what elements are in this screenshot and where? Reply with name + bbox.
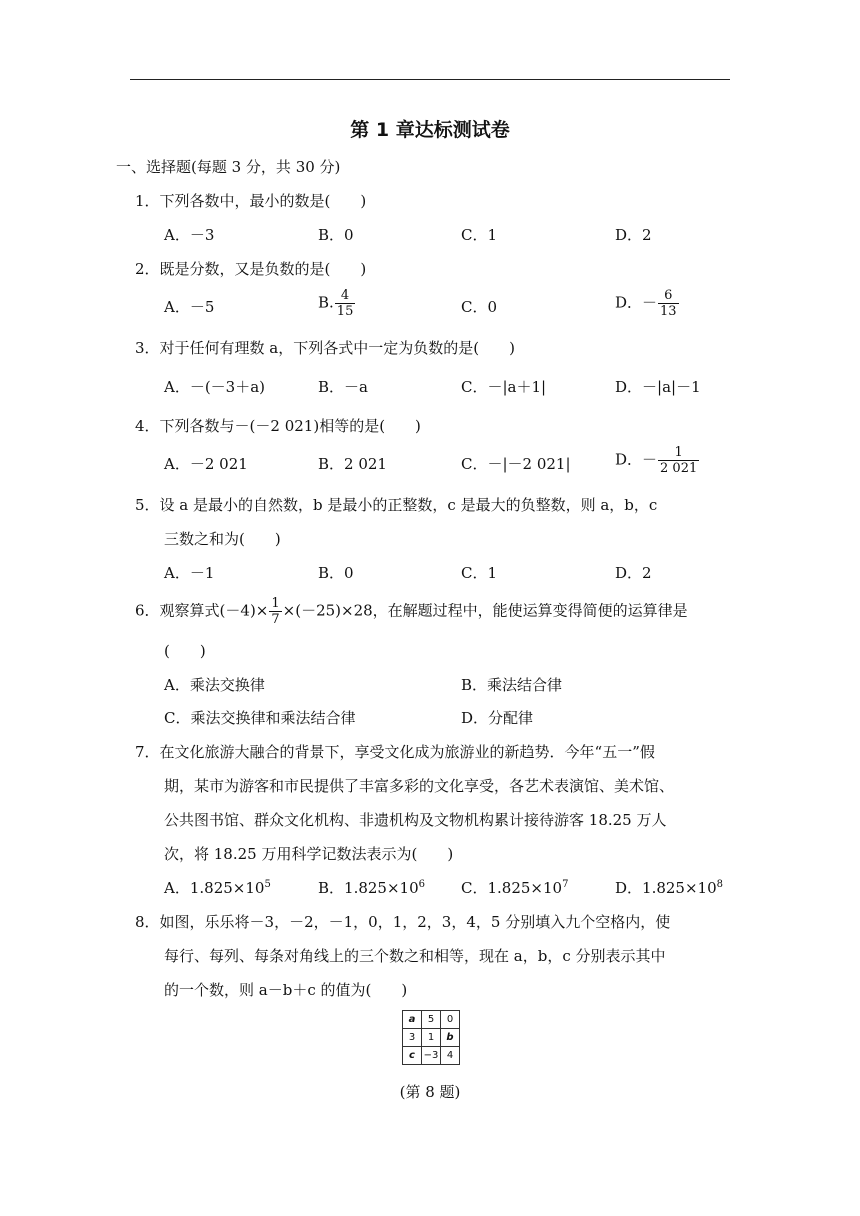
q7-option-c: C．$1.825\times 10^7$ <box>461 879 569 897</box>
q2-option-c: C．0 <box>461 298 498 316</box>
grid-cell: 4 <box>441 1047 460 1065</box>
question-5-stem-line-2: 三数之和为( ) <box>164 530 281 548</box>
question-7-stem-line-4: 次，将 18.25 万用科学记数法表示为( ) <box>164 845 454 863</box>
grid-row <box>403 1047 460 1065</box>
question-7-stem-line-2: 期，某市为游客和市民提供了丰富多彩的文化享受，各艺术表演馆、美术馆、 <box>164 777 675 795</box>
q4-option-d: D．－ $\frac{1}{2 021}$ <box>615 445 698 476</box>
question-8-stem-line-1: 8．如图，乐乐将－3，－2，－1，0，1，2，3，4，5 分别填入九个空格内，使 <box>135 913 671 931</box>
header-rule <box>130 79 730 80</box>
question-7-stem-line-1: 7．在文化旅游大融合的背景下，享受文化成为旅游业的新趋势．今年“五一”假 <box>135 743 655 761</box>
q4-option-a: A．－2 021 <box>164 455 248 473</box>
q7-option-d: D．$1.825\times 10^8$ <box>615 879 723 897</box>
question-8-stem-line-3: 的一个数，则 a－b＋c 的值为( ) <box>164 981 408 999</box>
grid-row <box>403 1029 460 1047</box>
q6-option-d: D．分配律 <box>461 709 534 727</box>
question-6-stem-line-2: ( ) <box>164 642 206 660</box>
question-4-stem: 4．下列各数与－(－2 021)相等的是( ) <box>135 417 421 435</box>
grid-row <box>403 1011 460 1029</box>
magic-square-grid <box>402 1010 460 1065</box>
grid-cell: a <box>403 1011 422 1029</box>
grid-cell: c <box>403 1047 422 1065</box>
grid-cell: −3 <box>422 1047 441 1065</box>
q2-option-b: B. $\frac{4}{15}$ <box>318 288 354 319</box>
question-2-stem: 2．既是分数，又是负数的是( ) <box>135 260 367 278</box>
grid-cell: 5 <box>422 1011 441 1029</box>
q3-option-b: B．－a <box>318 378 368 396</box>
q6-option-c: C．乘法交换律和乘法结合律 <box>164 709 356 727</box>
question-3-stem: 3．对于任何有理数 a，下列各式中一定为负数的是( ) <box>135 339 515 357</box>
grid-cell: 1 <box>422 1029 441 1047</box>
q3-option-c: C．－|a＋1| <box>461 378 547 396</box>
q4-option-b: B．2 021 <box>318 455 387 473</box>
question-5-stem-line-1: 5．设 a 是最小的自然数，b 是最小的正整数，c 是最大的负整数，则 a，b，c <box>135 496 658 514</box>
q2-option-d: D．－ $\frac{6}{13}$ <box>615 288 677 319</box>
question-8-stem-line-2: 每行、每列、每条对角线上的三个数之和相等，现在 a，b，c 分别表示其中 <box>164 947 666 965</box>
q1-option-a: A．－3 <box>164 226 215 244</box>
question-6-stem-line-1: 6．观察算式(－4)× $\frac{1}{7}$ ×(－25)×28，在解题过程中，能使运算变得简便的运算律是 <box>135 596 688 627</box>
q5-option-d: D．2 <box>615 564 652 582</box>
grid-cell: 0 <box>441 1011 460 1029</box>
question-7-stem-line-3: 公共图书馆、群众文化机构、非遗机构及文物机构累计接待游客 18.25 万人 <box>164 811 667 829</box>
q7-option-b: B．$1.825\times 10^6$ <box>318 879 425 897</box>
q6-option-b: B．乘法结合律 <box>461 676 563 694</box>
q3-option-d: D．－|a|－1 <box>615 378 701 396</box>
q6-stem-fraction: $\frac{1}{7}$ <box>271 596 280 627</box>
q2-option-b-fraction: $\frac{4}{15}$ <box>336 288 354 319</box>
q5-option-a: A．－1 <box>164 564 215 582</box>
q4-option-c: C．－|－2 021| <box>461 455 571 473</box>
q1-option-b: B．0 <box>318 226 354 244</box>
q1-option-d: D．2 <box>615 226 652 244</box>
question-1-stem: 1．下列各数中，最小的数是( ) <box>135 192 367 210</box>
q4-option-d-fraction: $\frac{1}{2 021}$ <box>660 445 698 476</box>
q5-option-b: B．0 <box>318 564 354 582</box>
q5-option-c: C．1 <box>461 564 498 582</box>
section-heading: 一、选择题(每题 3 分，共 30 分) <box>116 158 341 176</box>
q3-option-a: A．－(－3＋a) <box>164 378 266 396</box>
q2-option-a: A．－5 <box>164 298 215 316</box>
q2-option-d-fraction: $\frac{6}{13}$ <box>660 288 677 319</box>
grid-cell: 3 <box>403 1029 422 1047</box>
q1-option-c: C．1 <box>461 226 498 244</box>
figure-caption: (第 8 题) <box>399 1083 461 1101</box>
page-title: 第 1 章达标测试卷 <box>350 119 510 141</box>
q6-option-a: A．乘法交换律 <box>164 676 265 694</box>
q7-option-a: A．$1.825\times 10^5$ <box>164 879 271 897</box>
grid-cell: b <box>441 1029 460 1047</box>
